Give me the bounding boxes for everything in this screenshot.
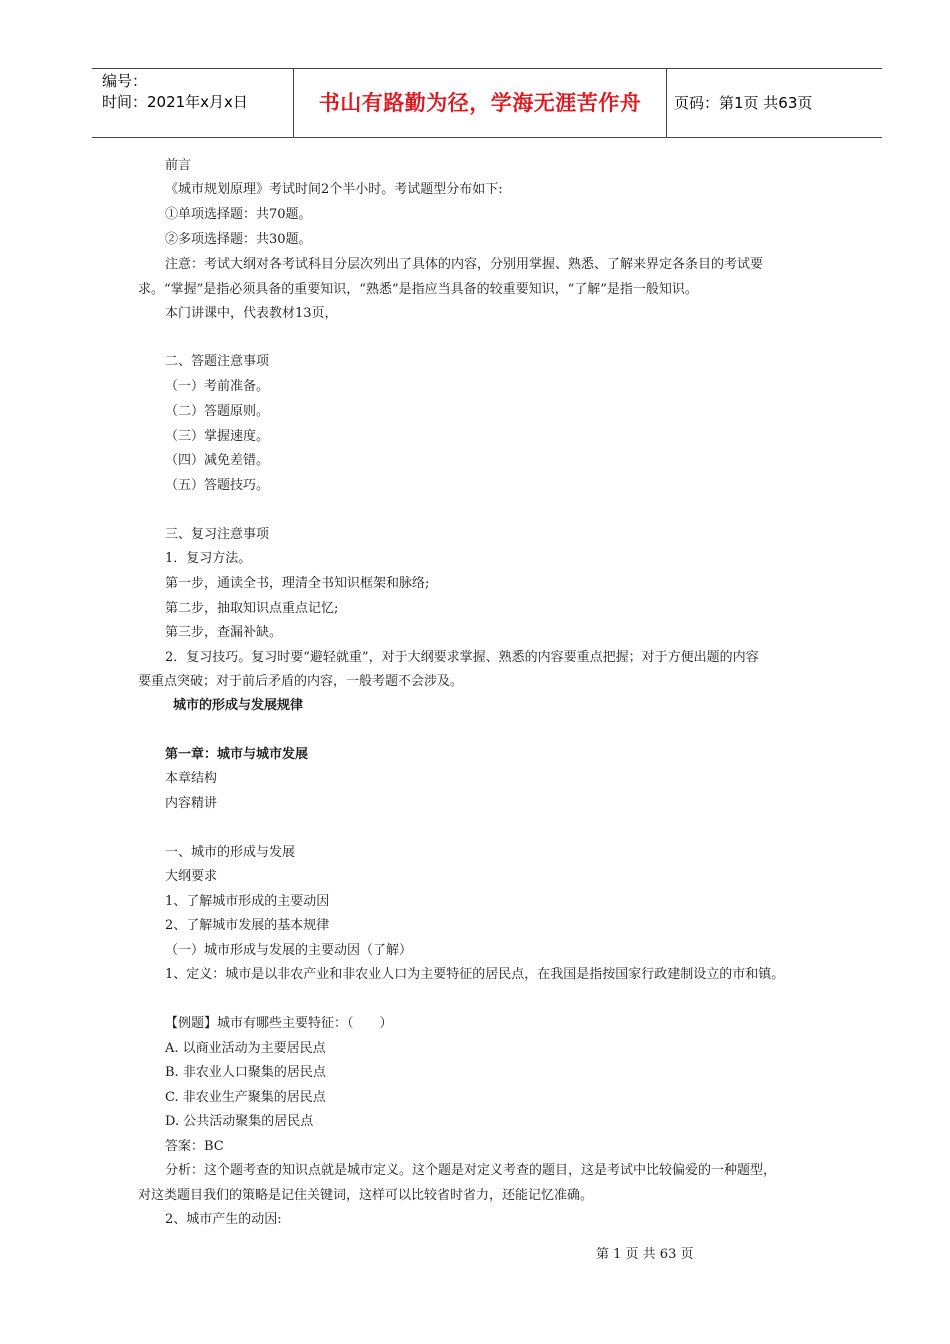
page-number: 第 1 页 共 63 页 [596, 1247, 694, 1262]
header-page-info: 页码：第1页 共63页 [674, 94, 813, 112]
list-item: （二）答题原则。 [165, 404, 270, 419]
text-line: 要重点突破；对于前后矛盾的内容，一般考题不会涉及。 [138, 674, 464, 689]
answer-option: D. 公共活动聚集的居民点 [165, 1114, 314, 1129]
header-divider [666, 69, 667, 137]
text-line: ②多项选择题：共30题。 [165, 232, 312, 247]
chapter-title: 第一章：城市与城市发展 [165, 747, 309, 762]
text-line: 对这类题目我们的策略是记住关键词，这样可以比较省时省力，还能记忆准确。 [138, 1188, 594, 1203]
text-line: 注意：考试大纲对各考试科目分层次列出了具体的内容，分别用掌握、熟悉、了解来界定各条目的考试要 [165, 257, 764, 272]
number-label: 编号： [102, 72, 148, 90]
text-line: 内容精讲 [165, 796, 218, 811]
text-line: 大纲要求 [165, 869, 218, 884]
section-heading: 二、答题注意事项 [165, 354, 270, 369]
text-line: 第一步，通读全书，理清全书知识框架和脉络; [165, 576, 430, 591]
text-line: 2．复习技巧。复习时要“避轻就重”，对于大纲要求掌握、熟悉的内容要重点把握；对于方便出题的内容 [165, 650, 759, 665]
header-motto: 书山有路勤为径，学海无涯苦作舟 [318, 91, 642, 115]
part-title: 城市的形成与发展规律 [173, 698, 304, 713]
text-line: 1、定义：城市是以非农产业和非农业人口为主要特征的居民点，在我国是指按国家行政建制设立的市和镇。 [165, 967, 785, 982]
list-item: 2、了解城市发展的基本规律 [165, 918, 330, 933]
answer-key: 答案：BC [165, 1139, 224, 1154]
text-line: 1．复习方法。 [165, 551, 252, 566]
text-line: 2、城市产生的动因: [165, 1212, 282, 1227]
text-line: 第二步，抽取知识点重点记忆; [165, 601, 339, 616]
list-item: 1、了解城市形成的主要动因 [165, 894, 330, 909]
text-line: 本章结构 [165, 771, 218, 786]
example-question: 【例题】城市有哪些主要特征：（ ） [165, 1016, 393, 1031]
document-header [92, 68, 882, 138]
answer-option: C. 非农业生产聚集的居民点 [165, 1090, 326, 1105]
text-line: 《城市规划原理》考试时间2个半小时。考试题型分布如下: [165, 182, 503, 197]
list-item: （五）答题技巧。 [165, 478, 270, 493]
answer-option: A. 以商业活动为主要居民点 [165, 1041, 326, 1056]
text-line: 求。“掌握”是指必须具备的重要知识，“熟悉”是指应当具备的较重要知识，“了解”是指一般知识。 [138, 282, 698, 297]
list-item: （一）考前准备。 [165, 379, 270, 394]
section-heading: 一、城市的形成与发展 [165, 845, 296, 860]
text-line: （一）城市形成与发展的主要动因（了解） [165, 943, 413, 958]
preface-heading: 前言 [165, 158, 192, 173]
text-line: ①单项选择题：共70题。 [165, 207, 312, 222]
time-label: 时间：2021年x月x日 [102, 93, 248, 111]
list-item: （四）减免差错。 [165, 453, 270, 468]
list-item: （三）掌握速度。 [165, 429, 270, 444]
text-line: 本门讲课中，代表教材13页， [165, 306, 338, 321]
answer-option: B. 非农业人口聚集的居民点 [165, 1065, 326, 1080]
section-heading: 三、复习注意事项 [165, 527, 270, 542]
header-meta [102, 71, 248, 113]
text-line: 分析：这个题考查的知识点就是城市定义。这个题是对定义考查的题目，这是考试中比较偏爱的一种题型， [165, 1163, 777, 1178]
text-line: 第三步，查漏补缺。 [165, 625, 283, 640]
